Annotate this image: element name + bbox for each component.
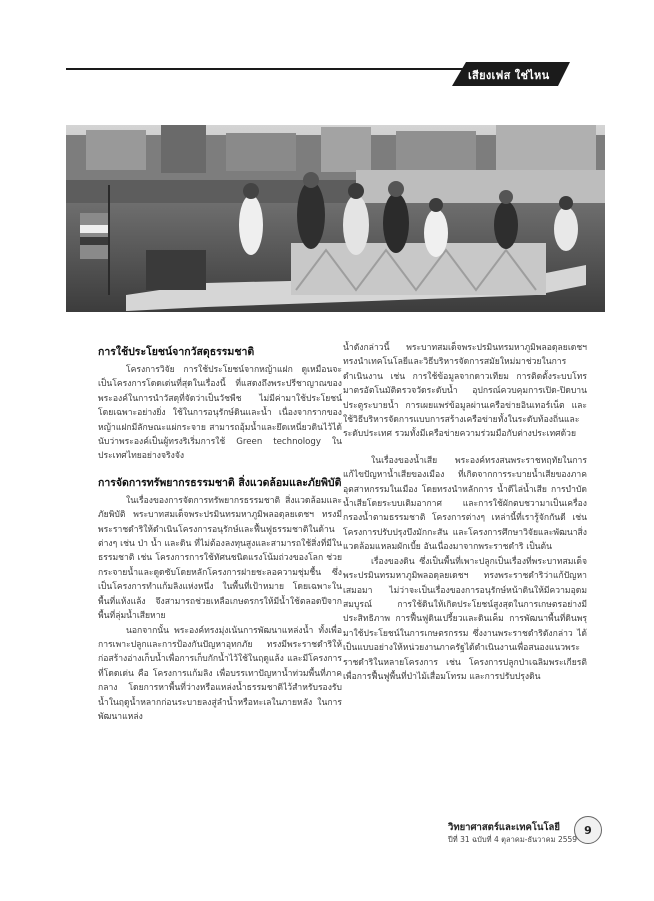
- paragraph: นอกจากนั้น พระองค์ทรงมุ่งเน้นการพัฒนาแหล่งน้ำ ทั้งเพื่อการเพาะปลูกและการป้องกันปัญหาอุทกภัย ทรงมีพระราชดำริให้ก่อสร้างอ่างเก็บน้ำเพื่อการเก็บกักน้ำไว้ใช้ในฤดูแล้ง และมีโครงการที่โดดเด่น คือ โครงการแก้มลิง เพื่อบรรเทาปัญหาน้ำท่วมพื้นที่ภาคกลาง โดยการหาพื้นที่ว่างหรือแหล่งน้ำธรรมชาติไว้สำหรับรองรับน้ำในฤดูน้ำหลากก่อนระบายลงสู่ลำน้ำหรือทะเลในภายหลัง ในการพัฒนาแหล่ง: [98, 625, 342, 722]
- right-column: [343, 341, 587, 684]
- paragraph: ในเรื่องของน้ำเสีย พระองค์ทรงสนพระราชหฤทัยในการแก้ไขปัญหาน้ำเสียของเมือง ที่เกิดจากการระบายน้ำเสียของภาคอุตสาหกรรมในเมือง โดยทรงนำหลักการ น้ำดีไล่น้ำเสีย การบำบัดน้ำเสียโดยระบบเติมอากาศ และการใช้ผักตบชวามาเป็นเครื่องกรองน้ำตามธรรมชาติ โครงการต่างๆ เหล่านี้ที่เรารู้จักกันดี เช่น โครงการปรับปรุงบึงมักกะสัน และโครงการศึกษาวิจัยและพัฒนาสิ่งแวดล้อมแหลมผักเบี้ย อันเนื่องมาจากพระราชดำริ เป็นต้น: [343, 455, 587, 553]
- heading-natural-materials: การใช้ประโยชน์จากวัสดุธรรมชาติ: [98, 346, 255, 358]
- paragraph: โครงการวิจัย การใช้ประโยชน์จากหญ้าแฝก ดูเหมือนจะเป็นโครงการโดดเด่นที่สุดในเรื่องนี้ ที่แสดงถึงพระปรีชาญาณของพระองค์ในการนำวัสดุที่จัดว่าเป็นวัชพืช ไม่มีค่ามาใช้ประโยชน์ โดยเฉพาะอย่างยิ่ง ใช้ในการอนุรักษ์ดินและน้ำ เนื่องจากรากของหญ้าแฝกมีลักษณะแผ่กระจาย สามารถอุ้มน้ำและยึดเหนี่ยวดินไว้ได้ นับว่าพระองค์เป็นผู้ทรงริเริ่มการใช้ Green technology ในประเทศไทยอย่างจริงจัง: [98, 365, 342, 462]
- paragraph: ในเรื่องของการจัดการทรัพยากรธรรมชาติ สิ่งแวดล้อมและภัยพิบัติ พระบาทสมเด็จพระปรมินทรมหาภูมิพลอดุลยเดชฯ ทรงมีพระราชดำริให้ดำเนินโครงการอนุรักษ์และฟื้นฟูธรรมชาติในด้านต่างๆ เช่น ป่า น้ำ และดิน ที่ไม่ต้องลงทุนสูงและสามารถใช้สิ่งที่มีในธรรมชาติ เช่น โครงการการใช้ทัศนชนิดแรงโน้มถ่วงของโลก ช่วยกระจายน้ำและดูดซับโดยหลักโครงการฝายชะลอความชุ่มชื้น ซึ่งเป็นโครงการทำแก้มลิงแห่งหนึ่ง ในพื้นที่เป้าหมาย โดยเฉพาะในพื้นที่แห้งแล้ง จึงสามารถช่วยเหลือเกษตรกรให้มีน้ำใช้ตลอดปีจากพื้นที่ลุ่มน้ำเสียหาย: [98, 495, 342, 622]
- paragraph: เรื่องของดิน ซึ่งเป็นพื้นที่เพาะปลูกเป็นเรื่องที่พระบาทสมเด็จพระปรมินทรมหาภูมิพลอดุลยเดชฯ ทรงพระราชดำริว่าแก้ปัญหาเสมอมา ไม่ว่าจะเป็นเรื่องของการอนุรักษ์หน้าดินให้มีความอุดมสมบูรณ์ การใช้ดินให้เกิดประโยชน์สูงสุดในการเกษตรอย่างมีประสิทธิภาพ การฟื้นฟูดินเปรี้ยวและดินเค็ม การพัฒนาพื้นที่ดินพรุมาใช้ประโยชน์ในการเกษตรกรรม ซึ่งงานพระราชดำริดังกล่าว ได้เป็นแบบอย่างให้หน่วยงานภาครัฐได้ดำเนินงานเพื่อสนองแนวพระราชดำริในหลายโครงการ เช่น โครงการปลูกป่าเฉลิมพระเกียรติ เพื่อการฟื้นฟูพื้นที่ป่าไม้เสื่อมโทรม และการปรับปรุงดิน: [343, 556, 587, 682]
- section-label: เสียงเฟส ใช่ไหน: [468, 69, 550, 82]
- left-column: [98, 345, 342, 724]
- heading-resource-management: การจัดการทรัพยากรธรรมชาติ สิ่งแวดล้อมและภัยพิบัติ: [98, 476, 342, 489]
- page-number: 9: [574, 816, 602, 844]
- paragraph: น้ำดังกล่าวนี้ พระบาทสมเด็จพระปรมินทรมหาภูมิพลอดุลยเดชฯ ทรงนำเทคโนโลยีและวิธีบริหารจัดการสมัยใหม่มาช่วยในการดำเนินงาน เช่น การใช้ข้อมูลจากดาวเทียม การติดตั้งระบบโทรมาตรอัตโนมัติตรวจวัดระดับน้ำ อุปกรณ์ควบคุมการเปิด-ปิดบานประตูระบายน้ำ การเผยแพร่ข้อมูลผ่านเครือข่ายอินเทอร์เน็ต และใช้วิธีบริหารจัดการแบบการสร้างเครือข่ายทั้งในระดับท้องถิ่นและระดับประเทศ รวมทั้งมีเครือข่ายความร่วมมือกับต่างประเทศด้วย: [343, 343, 587, 440]
- photo-boat-officials: [66, 125, 605, 312]
- issue-info: ปีที่ 31 ฉบับที่ 4 ตุลาคม-ธันวาคม 2559: [448, 835, 578, 844]
- magazine-title: วิทยาศาสตร์และเทคโนโลยี: [448, 822, 560, 833]
